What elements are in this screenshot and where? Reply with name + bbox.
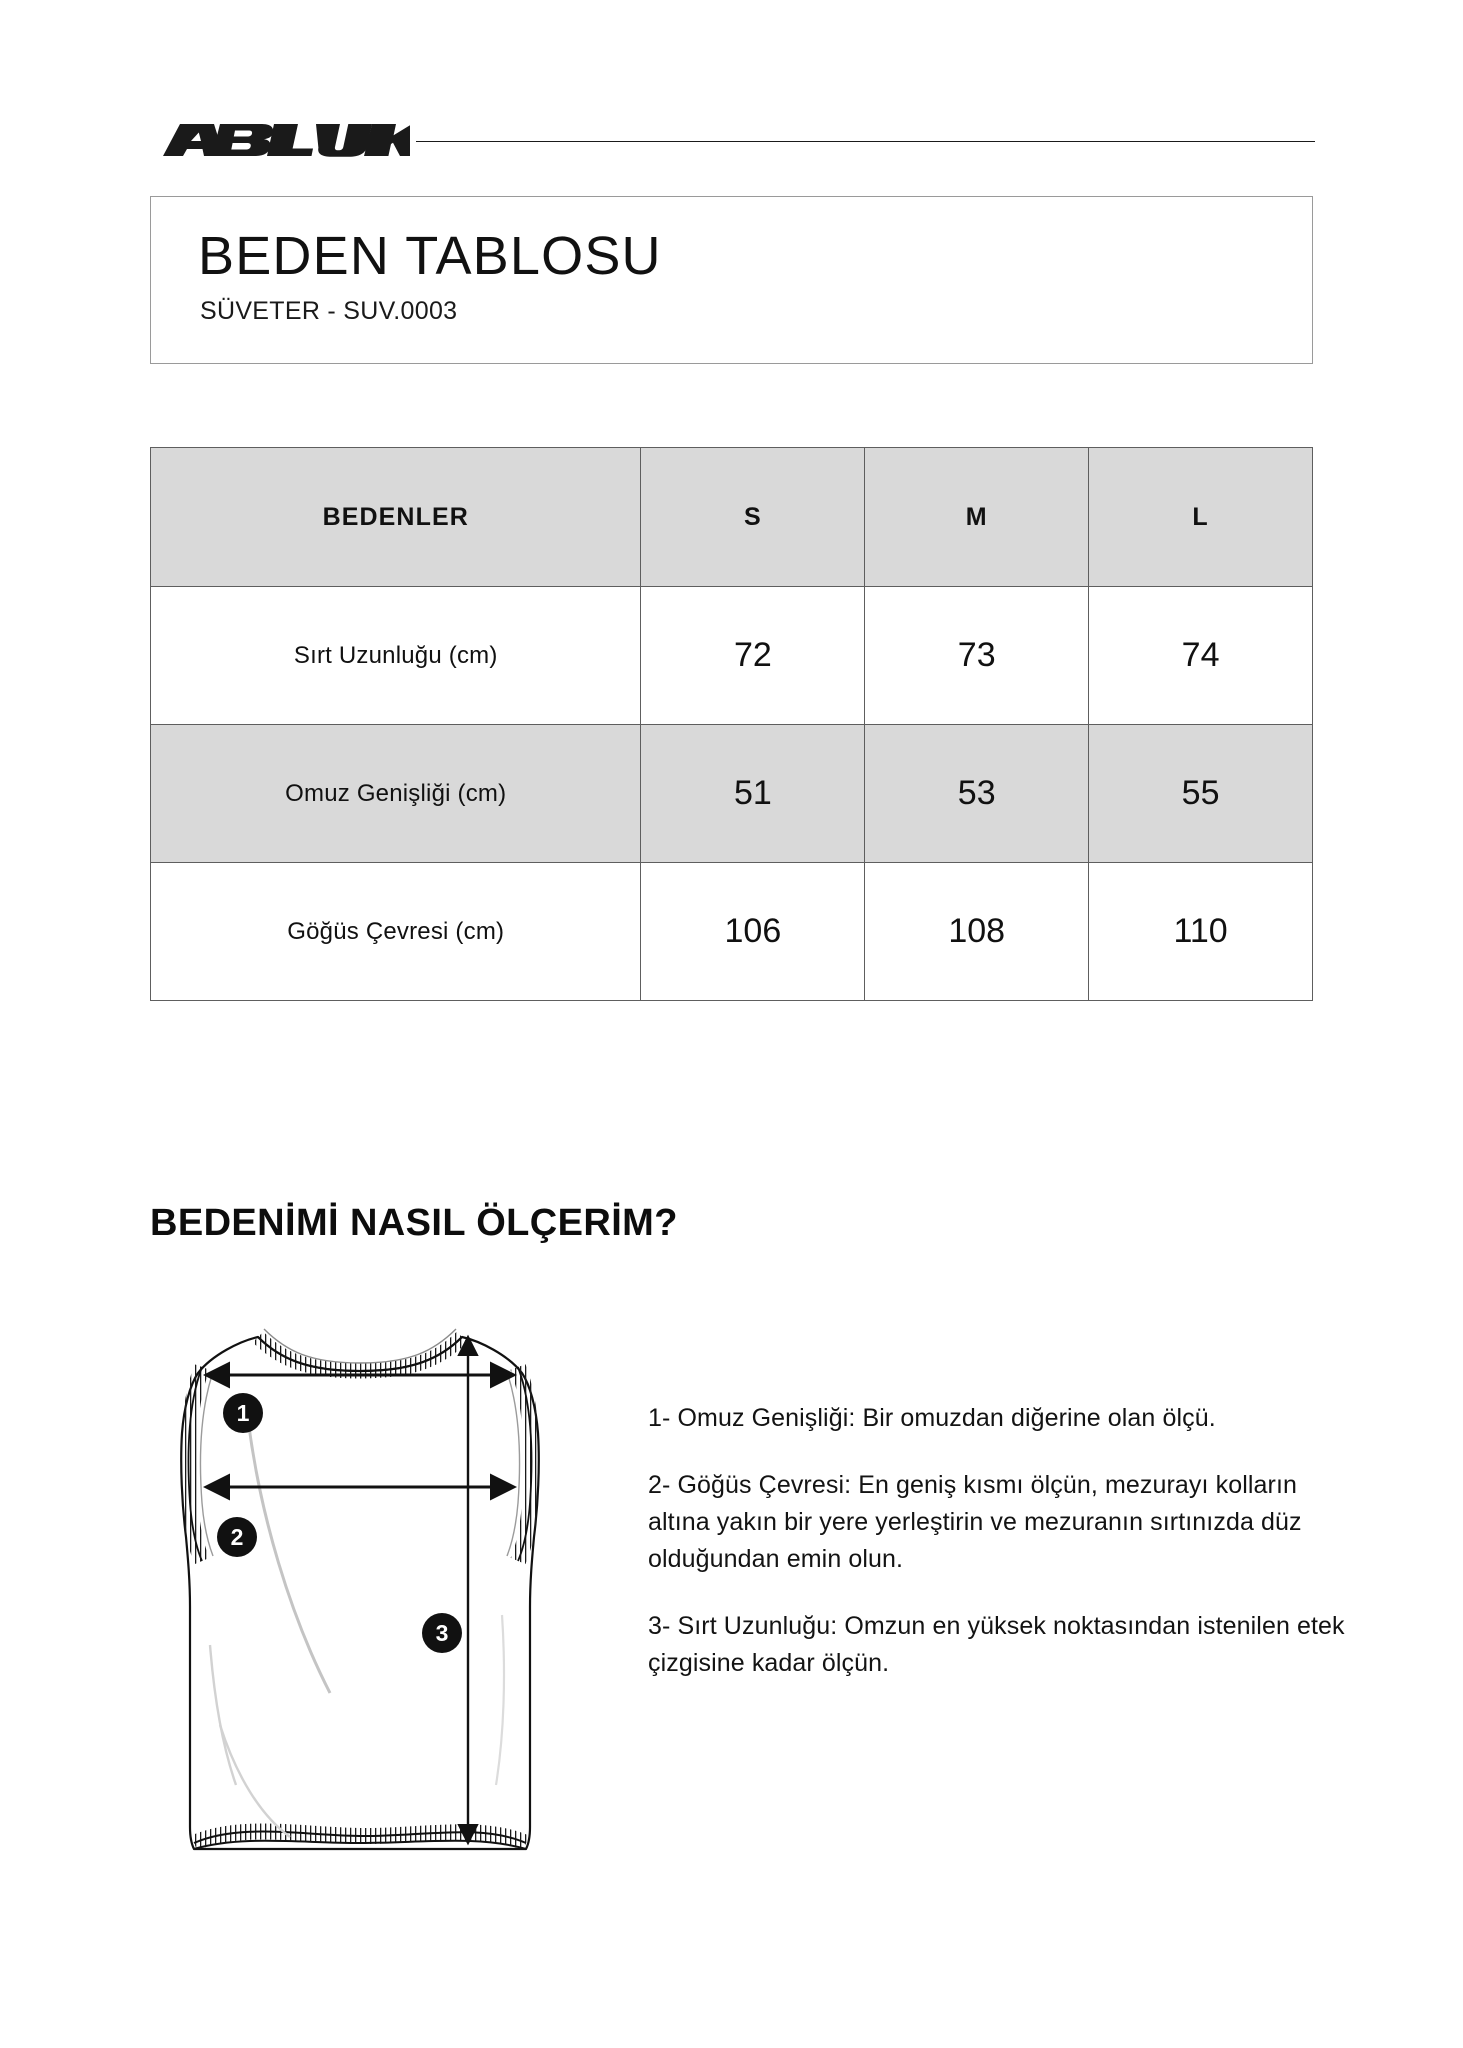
cell-value: 108 bbox=[865, 863, 1089, 1001]
row-label: Omuz Genişliği (cm) bbox=[151, 725, 641, 863]
page-header bbox=[150, 118, 1315, 162]
instruction-chest-circumference: 2- Göğüs Çevresi: En geniş kısmı ölçün, mezurayı kolların altına yakın bir yere yerleştirin ve mezuranın sırtınızda düz olduğundan emin olun. bbox=[648, 1471, 1302, 1573]
table-header-row bbox=[151, 448, 1313, 587]
cell-value: 51 bbox=[641, 725, 865, 863]
column-header-l: L bbox=[1089, 448, 1313, 587]
size-chart-table bbox=[150, 447, 1313, 1001]
abluka-logo bbox=[150, 118, 410, 162]
row-label: Sırt Uzunluğu (cm) bbox=[151, 587, 641, 725]
marker-badge-1 bbox=[223, 1393, 263, 1433]
cell-value: 74 bbox=[1089, 587, 1313, 725]
column-header-measurements: BEDENLER bbox=[151, 448, 641, 587]
cell-value: 72 bbox=[641, 587, 865, 725]
svg-text:1: 1 bbox=[236, 1400, 250, 1426]
cell-value: 110 bbox=[1089, 863, 1313, 1001]
cell-value: 106 bbox=[641, 863, 865, 1001]
table-row bbox=[151, 863, 1313, 1001]
column-header-m: M bbox=[865, 448, 1089, 587]
table-row bbox=[151, 587, 1313, 725]
row-label: Göğüs Çevresi (cm) bbox=[151, 863, 641, 1001]
instruction-back-length: 3- Sırt Uzunluğu: Omzun en yüksek noktasından istenilen etek çizgisine kadar ölçün. bbox=[648, 1612, 1345, 1677]
instruction-shoulder-width: 1- Omuz Genişliği: Bir omuzdan diğerine olan ölçü. bbox=[648, 1404, 1216, 1432]
title-card bbox=[150, 196, 1313, 364]
cell-value: 53 bbox=[865, 725, 1089, 863]
cell-value: 55 bbox=[1089, 725, 1313, 863]
page-title: BEDEN TABLOSU bbox=[198, 226, 662, 286]
svg-text:2: 2 bbox=[230, 1524, 244, 1550]
garment-diagram bbox=[150, 1315, 570, 1905]
page-subtitle: SÜVETER - SUV.0003 bbox=[200, 297, 458, 325]
marker-badge-3 bbox=[422, 1613, 462, 1653]
column-header-s: S bbox=[641, 448, 865, 587]
measure-section-heading: BEDENİMİ NASIL ÖLÇERİM? bbox=[150, 1202, 678, 1244]
header-divider-line bbox=[416, 141, 1315, 142]
marker-badge-2 bbox=[217, 1517, 257, 1557]
svg-text:3: 3 bbox=[435, 1620, 449, 1646]
table-row bbox=[151, 725, 1313, 863]
cell-value: 73 bbox=[865, 587, 1089, 725]
measure-instructions bbox=[648, 1400, 1348, 1682]
